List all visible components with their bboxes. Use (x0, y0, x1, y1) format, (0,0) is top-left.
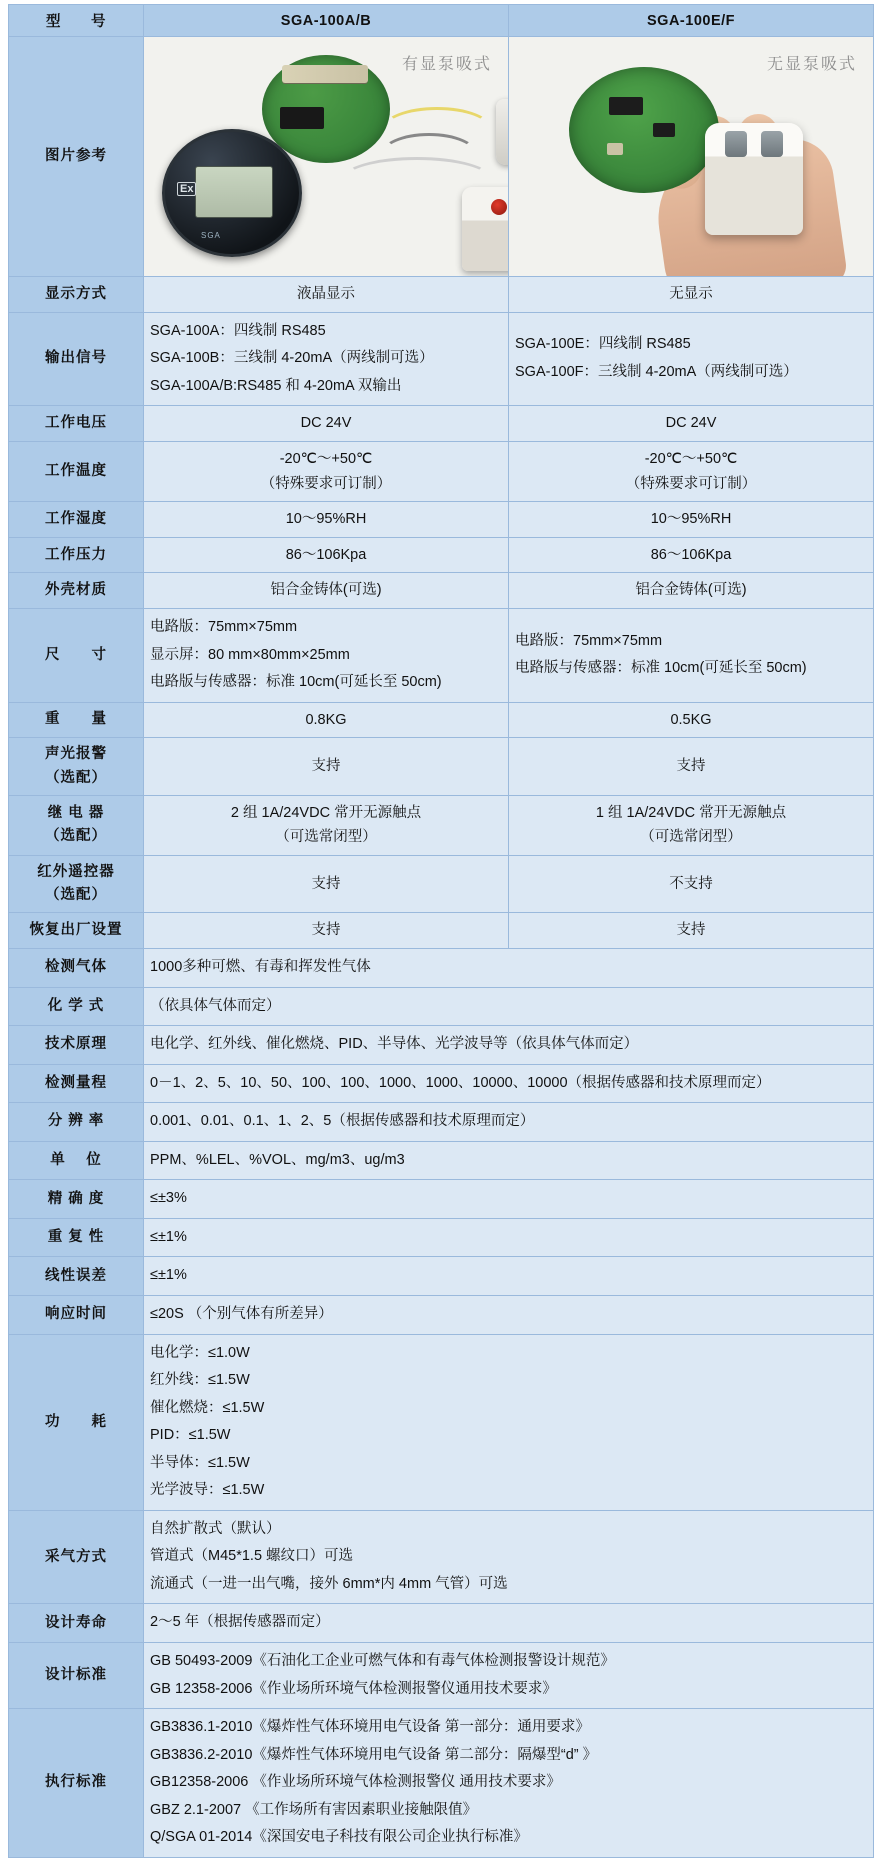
table-row (9, 987, 874, 1026)
cell-line: 0.8KG (305, 711, 347, 728)
table-row (9, 738, 874, 795)
row-value-span (144, 1643, 874, 1709)
cell-line: GB12358-2006 《作业场所环境气体检测报警仪 通用技术要求》 (150, 1774, 561, 1791)
row-label (9, 1180, 144, 1219)
row-label (9, 1064, 144, 1103)
row-label-line: 分 辨 率 (47, 1113, 105, 1130)
cell-line: 显示屏：80 mm×80mm×25mm (150, 646, 350, 663)
row-label (9, 702, 144, 738)
row-label (9, 502, 144, 538)
cell-line: （可选常闭型） (275, 829, 377, 846)
cell-line: ≤±1% (150, 1267, 187, 1284)
row-label-line: 化 学 式 (47, 997, 105, 1014)
gas-port (725, 131, 747, 157)
cell-line: 半导体：≤1.5W (150, 1454, 250, 1471)
table-row (9, 913, 874, 949)
row-value-span (144, 1709, 874, 1858)
cell-line: GB 12358-2006《作业场所环境气体检测报警仪通用技术要求》 (150, 1680, 557, 1697)
row-value-right (509, 856, 874, 913)
row-value-right (509, 738, 874, 795)
row-value-right (509, 609, 874, 703)
cell-line: 10～95%RH (650, 511, 732, 528)
table-row (9, 1296, 874, 1335)
row-value-right (509, 573, 874, 609)
cell-line: （特殊要求可订制） (260, 475, 392, 492)
row-label-line: 设计寿命 (45, 1614, 107, 1631)
photo-cell-right (509, 37, 874, 277)
cell-line: DC 24V (665, 415, 717, 432)
row-value-right (509, 502, 874, 538)
table-row (9, 312, 874, 406)
cell-line: 86～106Kpa (285, 546, 367, 563)
row-label-line: 红外遥控器 (37, 864, 115, 881)
table-row (9, 1141, 874, 1180)
row-label-line: 恢复出厂设置 (29, 922, 123, 939)
row-label (9, 1510, 144, 1604)
row-label (9, 1103, 144, 1142)
row-label (9, 949, 144, 988)
product-photo-ef (509, 37, 873, 276)
lcd-screen (195, 166, 273, 218)
cell-line: 2 组 1A/24VDC 常开无源触点 (230, 804, 422, 821)
table-row (9, 609, 874, 703)
row-value-right (509, 913, 874, 949)
table-row (9, 1334, 874, 1510)
row-label-line: 工作湿度 (45, 510, 107, 527)
table-row (9, 949, 874, 988)
table-row (9, 502, 874, 538)
cell-line: 0.5KG (670, 711, 712, 728)
row-label-line: 继 电 器 (47, 805, 105, 822)
row-label (9, 1296, 144, 1335)
row-value-left (144, 795, 509, 855)
cell-line: 1000多种可燃、有毒和挥发性气体 (150, 959, 371, 976)
row-value-right (509, 795, 874, 855)
row-value-span (144, 1141, 874, 1180)
row-label-line: 工作温度 (45, 462, 107, 479)
row-label (9, 406, 144, 442)
row-label (9, 1643, 144, 1709)
cell-line: Q/SGA 01-2014《深国安电子科技有限公司企业执行标准》 (150, 1829, 528, 1846)
row-value-span (144, 987, 874, 1026)
sensor-probe-large (462, 187, 508, 271)
cell-line: 铝合金铸体(可选) (635, 582, 747, 599)
row-label-photo: 图片参考 (9, 37, 144, 277)
cell-line: 电化学、红外线、催化燃烧、PID、半导体、光学波导等（依具体气体而定） (150, 1036, 639, 1053)
row-label (9, 1218, 144, 1257)
row-value-left (144, 537, 509, 573)
row-label (9, 1604, 144, 1643)
row-label-line: 输出信号 (45, 350, 107, 367)
cell-line: 86～106Kpa (650, 546, 732, 563)
cell-line: 管道式（M45*1.5 螺纹口）可选 (150, 1548, 354, 1565)
chip (653, 123, 675, 137)
cell-line: 支持 (311, 875, 341, 892)
table-row (9, 1103, 874, 1142)
gas-port (761, 131, 783, 157)
table-row (9, 1604, 874, 1643)
cell-line: 0.001、0.01、0.1、1、2、5（根据传感器和技术原理而定） (150, 1113, 535, 1130)
row-label-line: （选配） (45, 769, 107, 786)
table-row (9, 1643, 874, 1709)
header-model-ef: SGA-100E/F (509, 5, 874, 37)
row-label-line: 声光报警 (45, 746, 107, 763)
table-row (9, 1180, 874, 1219)
row-value-span (144, 1103, 874, 1142)
row-label (9, 609, 144, 703)
cell-line: 2～5 年（根据传感器而定） (150, 1614, 330, 1631)
row-value-span (144, 1257, 874, 1296)
row-value-span (144, 1180, 874, 1219)
table-header-row (9, 5, 874, 37)
row-label (9, 573, 144, 609)
cell-line: 10～95%RH (285, 511, 367, 528)
cell-line: 电路版与传感器：标准 10cm(可延长至 50cm) (150, 674, 442, 691)
row-label-line: 技术原理 (45, 1036, 107, 1053)
cell-line: -20℃～+50℃ (279, 450, 373, 467)
cell-line: 支持 (676, 922, 706, 939)
row-label-line: 响应时间 (45, 1306, 107, 1323)
table-row (9, 856, 874, 913)
row-label-line: 重 量 (45, 711, 107, 728)
row-value-left (144, 406, 509, 442)
cell-line: （可选常闭型） (640, 829, 742, 846)
cell-line: GB3836.2-2010《爆炸性气体环境用电气设备 第二部分：隔爆型“d” 》 (150, 1746, 598, 1763)
cell-line: DC 24V (300, 415, 352, 432)
cell-line: 电路版：75mm×75mm (515, 632, 663, 649)
cell-line: SGA-100F：三线制 4-20mA（两线制可选） (515, 363, 798, 380)
ex-mark: Ex (177, 182, 196, 196)
table-row (9, 573, 874, 609)
table-row (9, 1709, 874, 1858)
cell-line: GB 50493-2009《石油化工企业可燃气体和有毒气体检测报警设计规范》 (150, 1653, 615, 1670)
row-label (9, 856, 144, 913)
row-value-left (144, 312, 509, 406)
table-row (9, 1510, 874, 1604)
row-value-right (509, 312, 874, 406)
sensor-probe-image (705, 123, 803, 235)
row-label (9, 738, 144, 795)
row-value-span (144, 949, 874, 988)
row-value-span (144, 1510, 874, 1604)
row-value-span (144, 1334, 874, 1510)
row-label (9, 795, 144, 855)
row-label-line: 功 耗 (45, 1413, 107, 1430)
row-label (9, 312, 144, 406)
row-value-left (144, 441, 509, 501)
table-row (9, 406, 874, 442)
cell-line: 支持 (311, 922, 341, 939)
row-label-line: （选配） (45, 828, 107, 845)
cell-line: 红外线：≤1.5W (150, 1372, 250, 1389)
cell-line: SGA-100B：三线制 4-20mA（两线制可选） (150, 350, 434, 367)
row-label-line: 尺 寸 (45, 646, 107, 663)
row-label-line: 设计标准 (45, 1666, 107, 1683)
row-label-line: 工作电压 (45, 415, 107, 431)
table-row (9, 1257, 874, 1296)
row-label (9, 537, 144, 573)
table-row (9, 277, 874, 313)
row-value-left (144, 856, 509, 913)
sensor-indicator (491, 199, 507, 215)
row-value-left (144, 702, 509, 738)
cell-line: 自然扩散式（默认） (150, 1520, 281, 1537)
cell-line: SGA-100E：四线制 RS485 (515, 336, 691, 353)
cell-line: 0－1、2、5、10、50、100、100、1000、1000、10000、10000（根据传感器和技术原理而定） (150, 1074, 771, 1091)
cell-line: （依具体气体而定） (150, 997, 281, 1014)
cell-line: ≤±1% (150, 1228, 187, 1245)
row-value-span (144, 1064, 874, 1103)
cell-line: 液晶显示 (297, 286, 355, 302)
row-value-left (144, 573, 509, 609)
row-label (9, 1257, 144, 1296)
table-row (9, 795, 874, 855)
chip (609, 97, 643, 115)
cell-line: 催化燃烧：≤1.5W (150, 1399, 265, 1416)
row-label-line: 工作压力 (45, 546, 107, 563)
sensor-probe-small (496, 99, 508, 165)
table-row (9, 1064, 874, 1103)
row-value-left (144, 913, 509, 949)
header-model: 型 号 (9, 5, 144, 37)
row-label-line: 执行标准 (45, 1774, 107, 1791)
row-label-line: 重 复 性 (47, 1229, 105, 1246)
cell-line: SGA-100A：四线制 RS485 (150, 322, 326, 339)
photo-caption-left: 有显泵吸式 (401, 56, 492, 73)
table-row (9, 1026, 874, 1065)
cell-line: 支持 (311, 758, 341, 775)
cell-line: 铝合金铸体(可选) (270, 582, 382, 599)
table-row (9, 1218, 874, 1257)
cell-line: 不支持 (669, 875, 713, 892)
chip (607, 143, 623, 155)
row-label-line: 线性误差 (45, 1267, 107, 1284)
row-value-span (144, 1604, 874, 1643)
cell-line: 支持 (676, 758, 706, 775)
cell-line: 无显示 (669, 286, 713, 302)
header-model-ab: SGA-100A/B (144, 5, 509, 37)
row-label (9, 1709, 144, 1858)
row-label-line: 检测量程 (45, 1074, 107, 1091)
row-label-line: 检测气体 (45, 959, 107, 976)
row-value-left (144, 502, 509, 538)
cell-line: 电路版与传感器：标准 10cm(可延长至 50cm) (515, 660, 807, 677)
cell-line: 1 组 1A/24VDC 常开无源触点 (595, 804, 787, 821)
row-label-line: 外壳材质 (45, 582, 107, 599)
row-value-span (144, 1026, 874, 1065)
display-meter-image (162, 129, 302, 257)
cell-line: GB3836.1-2010《爆炸性气体环境用电气设备 第一部分：通用要求》 (150, 1719, 590, 1736)
cell-line: （特殊要求可订制） (625, 475, 757, 492)
row-label-line: 采气方式 (45, 1548, 107, 1565)
row-label (9, 913, 144, 949)
circuit-board-image (569, 67, 719, 193)
row-value-right (509, 441, 874, 501)
photo-cell-left (144, 37, 509, 277)
cell-line: PPM、%LEL、%VOL、mg/m3、ug/m3 (150, 1151, 405, 1168)
cell-line: SGA-100A/B:RS485 和 4-20mA 双输出 (150, 377, 402, 394)
row-value-right (509, 702, 874, 738)
cell-line: 电路版：75mm×75mm (150, 619, 298, 636)
row-label-line: （选配） (45, 887, 107, 904)
row-label-line: 显示方式 (45, 285, 107, 302)
row-label-line: 单 位 (50, 1151, 102, 1168)
table-row (9, 537, 874, 573)
row-label (9, 277, 144, 313)
specification-table (8, 4, 874, 1858)
cell-line: PID：≤1.5W (150, 1427, 231, 1444)
cell-line: 流通式（一进一出气嘴，接外 6mm*内 4mm 气管）可选 (150, 1575, 508, 1592)
cell-line: -20℃～+50℃ (644, 450, 738, 467)
cell-line: ≤±3% (150, 1190, 187, 1207)
row-value-right (509, 277, 874, 313)
row-label (9, 1141, 144, 1180)
table-row (9, 441, 874, 501)
cell-line: ≤20S （个别气体有所差异） (150, 1306, 333, 1322)
table-row (9, 702, 874, 738)
row-label (9, 1334, 144, 1510)
row-label (9, 987, 144, 1026)
table-body (9, 5, 874, 1858)
row-label (9, 1026, 144, 1065)
row-value-right (509, 406, 874, 442)
meter-brand: SGA (201, 231, 221, 240)
row-value-left (144, 609, 509, 703)
table-row-photo (9, 37, 874, 277)
row-value-left (144, 738, 509, 795)
cell-line: 光学波导：≤1.5W (150, 1482, 265, 1499)
row-value-left (144, 277, 509, 313)
row-value-span (144, 1296, 874, 1335)
row-value-span (144, 1218, 874, 1257)
product-photo-ab (144, 37, 508, 276)
row-label (9, 441, 144, 501)
cell-line: GBZ 2.1-2007 《工作场所有害因素职业接触限值》 (150, 1801, 478, 1818)
cell-line: 电化学：≤1.0W (150, 1344, 250, 1361)
photo-caption-right: 无显泵吸式 (766, 56, 857, 73)
row-value-right (509, 537, 874, 573)
row-label-line: 精 确 度 (47, 1190, 105, 1207)
